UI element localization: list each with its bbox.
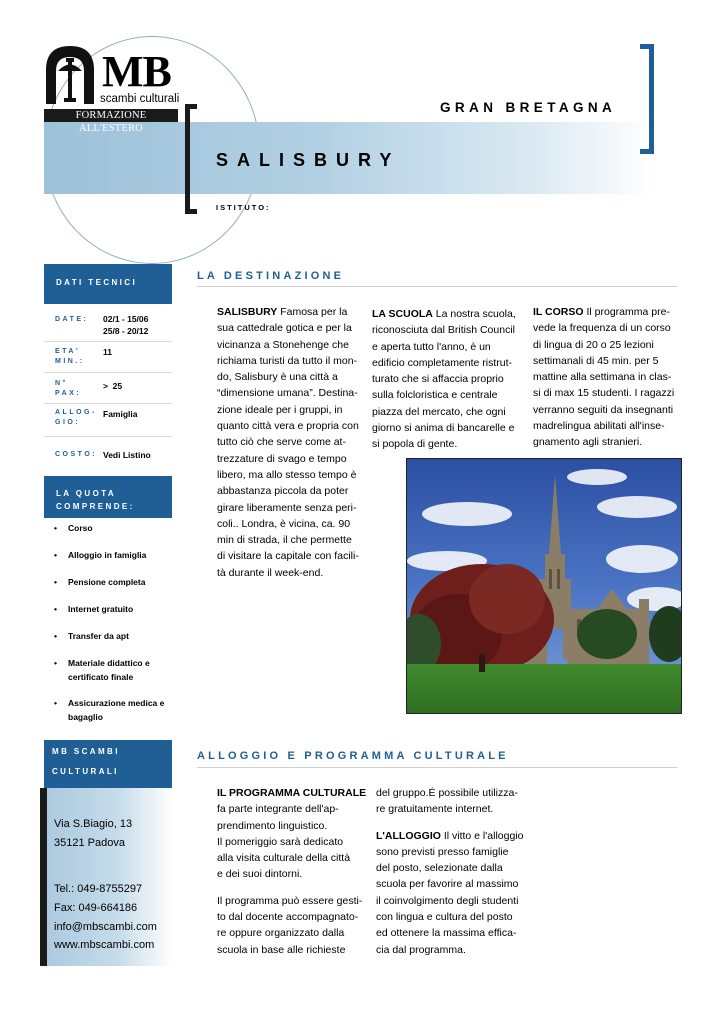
bullet-icon: • [54, 550, 57, 560]
field-label-alloggio: ALLOG- GIO: [55, 409, 97, 426]
city-title: SALISBURY [216, 150, 401, 170]
destinazione-col-3: IL CORSO Il programma pre- vede la frequenza di un corso di lingua di 20 o 25 lezioni settimanali di 45 min. per 5 mattine alla settimana in clas- si di max 15 studenti. I ragazzi verranno seguiti da insegnanti madrelingua abilitati all'inse- gnamento agli stranieri. [533, 306, 675, 449]
section-title-alloggio: ALLOGGIO E PROGRAMMA CULTURALE [197, 750, 509, 762]
bullet-icon: • [54, 658, 57, 668]
dati-tecnici-title: DATI TECNICI [56, 278, 138, 287]
section-title-destinazione: LA DESTINAZIONE [197, 270, 345, 282]
field-value-date: 02/1 - 15/06 25/8 - 20/12 [103, 314, 149, 336]
logo-text: MB [102, 47, 171, 96]
destinazione-col-2: LA SCUOLA La nostra scuola, riconosciuta dal British Council e aperta tutto l'anno, è un edificio completamente ristrut- turato che si affaccia proprio sulla folcloristica e centrale piazza del mercato, che ogni giorno si anima di bancarelle e si popola di gente. [372, 308, 516, 451]
quota-header [44, 476, 172, 518]
alloggio-col-2: del gruppo.É possibile utilizza- re gratuitamente internet. L'ALLOGGIO Il vitto e l'alloggio sono previsti presso famiglie del posto, selezionate dalla scuola per favorire al massimo il coinvolgimento degli studenti con lingua e cultura del posto ed ottenere la massima effica- cia dal programma. [376, 787, 524, 956]
phone: Tel.: 049-8755297 [54, 883, 143, 895]
right-bracket [640, 44, 654, 154]
field-value-alloggio: Famiglia [103, 409, 138, 419]
left-bracket [185, 104, 197, 214]
bullet-icon: • [54, 698, 57, 708]
address-line-1: Via S.Biagio, 13 [54, 818, 133, 830]
logo-banner: FORMAZIONE ALL'ESTERO [44, 109, 178, 122]
section-rule [197, 286, 677, 287]
lead-il-corso: IL CORSO [533, 306, 584, 318]
section-rule [197, 767, 677, 768]
divider [44, 403, 172, 404]
field-label-eta: ETA' MIN.: [55, 348, 85, 365]
cathedral-photo [406, 458, 682, 714]
field-label-costo: COSTO: [55, 451, 98, 458]
field-value-costo: Vedi Listino [103, 450, 151, 460]
bullet-icon: • [54, 604, 57, 614]
divider [44, 341, 172, 342]
field-value-eta: 11 [103, 347, 112, 357]
email-link[interactable]: info@mbscambi.com [54, 921, 157, 933]
logo-arch-icon [44, 44, 96, 104]
address-line-2: 35121 Padova [54, 837, 125, 849]
field-value-pax: > 25 [103, 381, 123, 391]
mb-title-2: CULTURALI [52, 767, 119, 776]
lead-la-scuola: LA SCUOLA [372, 308, 433, 320]
destinazione-col-1: SALISBURY Famosa per la sua cattedrale gotica e per la vicinanza a Stonehenge che richiama turisti da tutto il mon- do, Salisbury è una città a “dimensione umana”. Destina- zione ideale per i gruppi, in quanto città vera e propria con tutto ciò che serve come at- trezzature di svago e tempo libero, ma allo stesso tempo è abbastanza piccola da poter girare liberamente senza peri- coli.. Londra, è vicina, ca. 90 min di strada, il che permette di visitare la capitale con facili- tà durante il week-end. [217, 306, 359, 579]
istituto-label: ISTITUTO: [216, 203, 271, 212]
logo-subtitle: scambi culturali [100, 93, 180, 105]
bullet-icon: • [54, 577, 57, 587]
mb-title-1: MB SCAMBI [52, 747, 120, 756]
website-link[interactable]: www.mbscambi.com [54, 939, 155, 951]
fax: Fax: 049-664186 [54, 902, 138, 914]
quota-title-2: COMPRENDE: [56, 502, 135, 511]
field-label-date: DATE: [55, 316, 89, 323]
dati-tecnici-header [44, 264, 172, 304]
divider [44, 436, 172, 437]
quota-title-1: LA QUOTA [56, 489, 117, 498]
bullet-icon: • [54, 523, 57, 533]
lead-programma-culturale: IL PROGRAMMA CULTURALE [217, 787, 367, 799]
lead-salisbury: SALISBURY [217, 306, 278, 318]
contact-bar [40, 788, 47, 966]
divider [44, 372, 172, 373]
country-title: GRAN BRETAGNA [440, 100, 617, 115]
field-label-pax: N° PAX: [55, 380, 82, 397]
alloggio-col-1: IL PROGRAMMA CULTURALE fa parte integrante dell'ap- prendimento linguistico. Il pomeriggio sarà dedicato alla visita culturale della città e dei suoi dintorni. Il programma può essere gesti- to dal docente accompagnato- re oppure organizzato dalla scuola in base alle richieste [217, 787, 367, 956]
lead-alloggio: L'ALLOGGIO [376, 829, 441, 842]
mb-scambi-header [44, 740, 172, 788]
bullet-icon: • [54, 631, 57, 641]
